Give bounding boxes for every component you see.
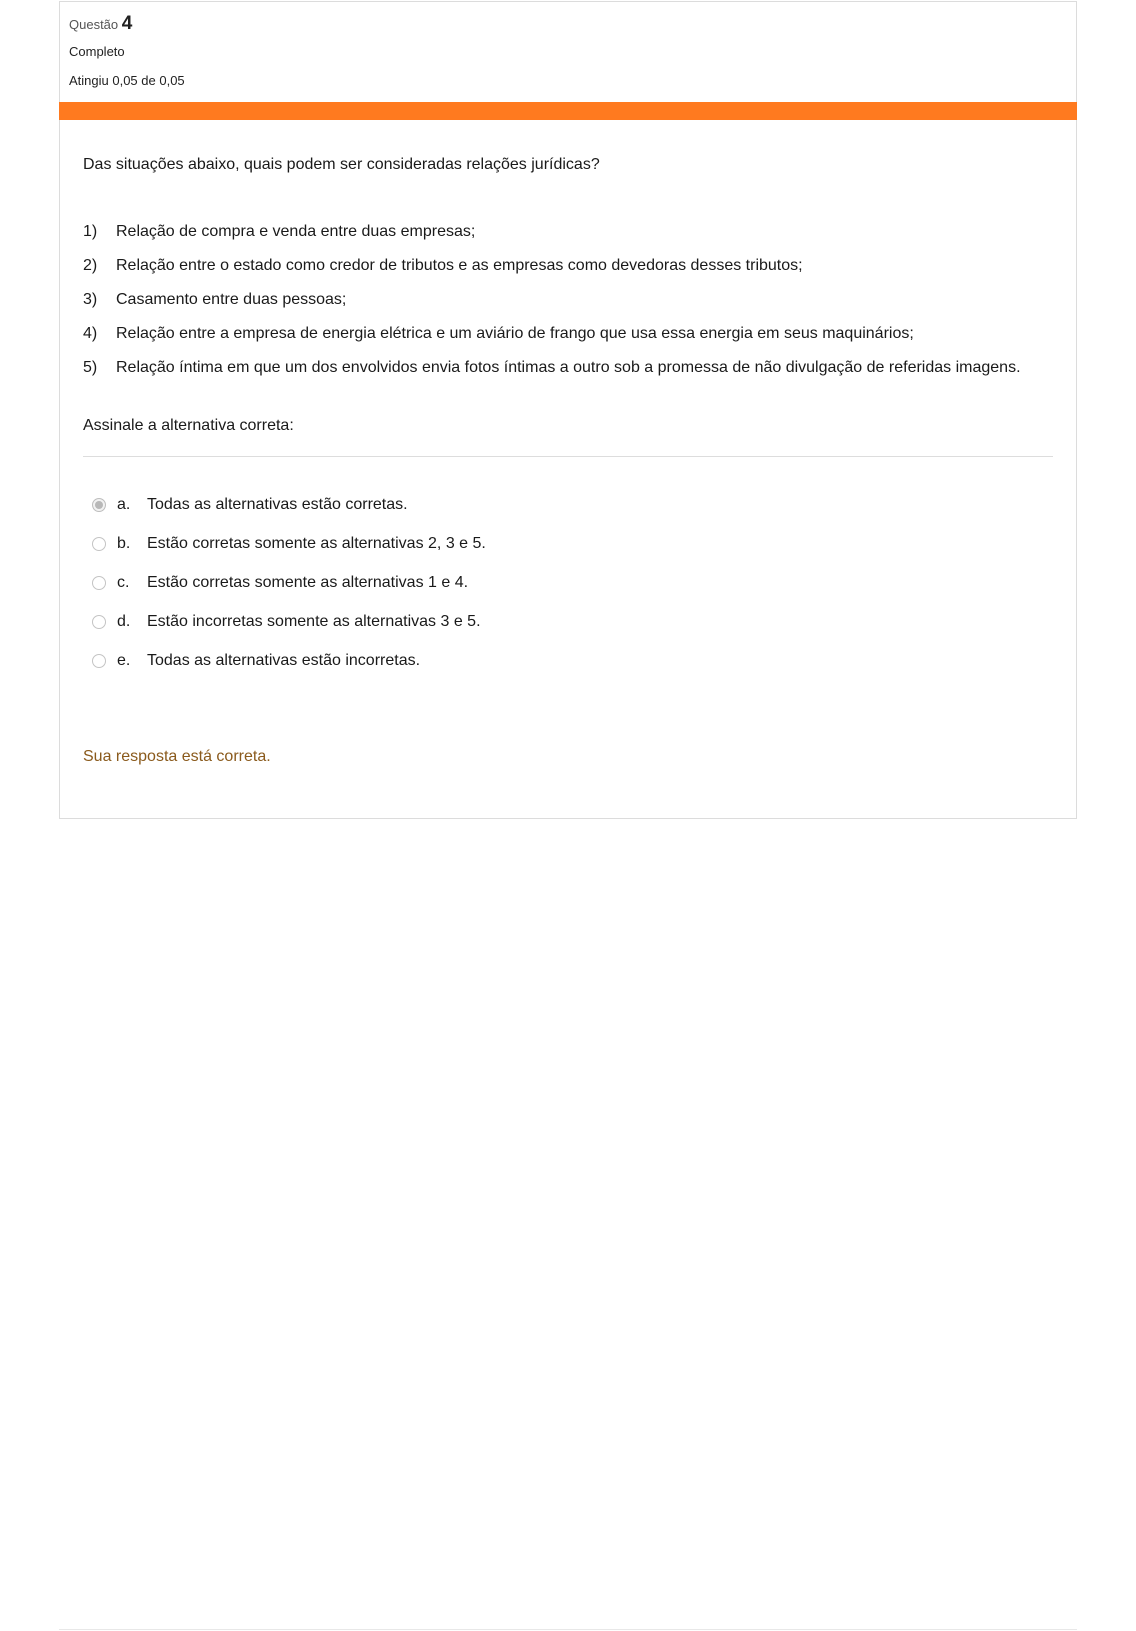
answer-list bbox=[83, 485, 1053, 680]
answer-option-e[interactable] bbox=[92, 641, 1053, 680]
answer-text: Estão corretas somente as alternativas 1 e 4. bbox=[147, 573, 469, 591]
answer-option-a[interactable] bbox=[92, 485, 1053, 524]
answer-letter: c. bbox=[117, 573, 130, 591]
answer-letter: b. bbox=[117, 534, 131, 552]
radio-icon[interactable] bbox=[92, 576, 106, 590]
question-info bbox=[60, 2, 1076, 102]
radio-checked-icon[interactable] bbox=[92, 498, 106, 512]
question-item-number: 5) bbox=[83, 359, 98, 376]
question-item-number: 3) bbox=[83, 291, 98, 308]
question-item-number: 1) bbox=[83, 223, 98, 240]
answer-text: Estão incorretas somente as alternativas 3 e 5. bbox=[147, 612, 481, 630]
radio-icon[interactable] bbox=[92, 537, 106, 551]
answer-option-b[interactable] bbox=[92, 524, 1053, 563]
question-items bbox=[83, 219, 1053, 380]
question-item bbox=[83, 355, 1053, 380]
radio-icon[interactable] bbox=[92, 615, 106, 629]
answer-option-c[interactable] bbox=[92, 563, 1053, 602]
question-accent-bar bbox=[59, 102, 1077, 120]
question-item-number: 4) bbox=[83, 325, 98, 342]
question-prompt: Assinale a alternativa correta: bbox=[83, 417, 294, 434]
question-grade: Atingiu 0,05 de 0,05 bbox=[69, 73, 185, 88]
divider bbox=[83, 456, 1053, 457]
answer-text: Estão corretas somente as alternativas 2, 3 e 5. bbox=[147, 534, 486, 552]
answer-letter: a. bbox=[117, 495, 131, 513]
answer-letter: d. bbox=[117, 612, 131, 630]
page-bottom-divider bbox=[59, 1629, 1077, 1630]
question-item-number: 2) bbox=[83, 257, 98, 274]
answer-option-d[interactable] bbox=[92, 602, 1053, 641]
answer-text: Todas as alternativas estão corretas. bbox=[147, 495, 408, 513]
question-intro: Das situações abaixo, quais podem ser consideradas relações jurídicas? bbox=[83, 156, 600, 173]
answer-letter: e. bbox=[117, 651, 131, 669]
question-content bbox=[60, 152, 1076, 766]
question-item-text: Casamento entre duas pessoas; bbox=[116, 291, 347, 308]
question-number bbox=[69, 12, 1067, 37]
question-item-text: Relação entre a empresa de energia elétrica e um aviário de frango que usa essa energia em seus maquinários; bbox=[116, 325, 914, 342]
question-item bbox=[83, 253, 1053, 278]
answer-text: Todas as alternativas estão incorretas. bbox=[147, 651, 421, 669]
question-item-text: Relação entre o estado como credor de tributos e as empresas como devedoras desses tributos; bbox=[116, 257, 803, 274]
question-card bbox=[59, 1, 1077, 819]
question-item-text: Relação de compra e venda entre duas empresas; bbox=[116, 223, 476, 240]
question-state: Completo bbox=[69, 44, 125, 59]
question-number-value: 4 bbox=[121, 13, 133, 34]
question-item bbox=[83, 219, 1053, 244]
question-item bbox=[83, 287, 1053, 312]
question-item-text: Relação íntima em que um dos envolvidos envia fotos íntimas a outro sob a promessa de não divulgação de referidas imagens. bbox=[116, 359, 1021, 376]
question-label: Questão bbox=[69, 17, 119, 32]
question-item bbox=[83, 321, 1053, 346]
answer-feedback: Sua resposta está correta. bbox=[83, 748, 271, 765]
radio-icon[interactable] bbox=[92, 654, 106, 668]
